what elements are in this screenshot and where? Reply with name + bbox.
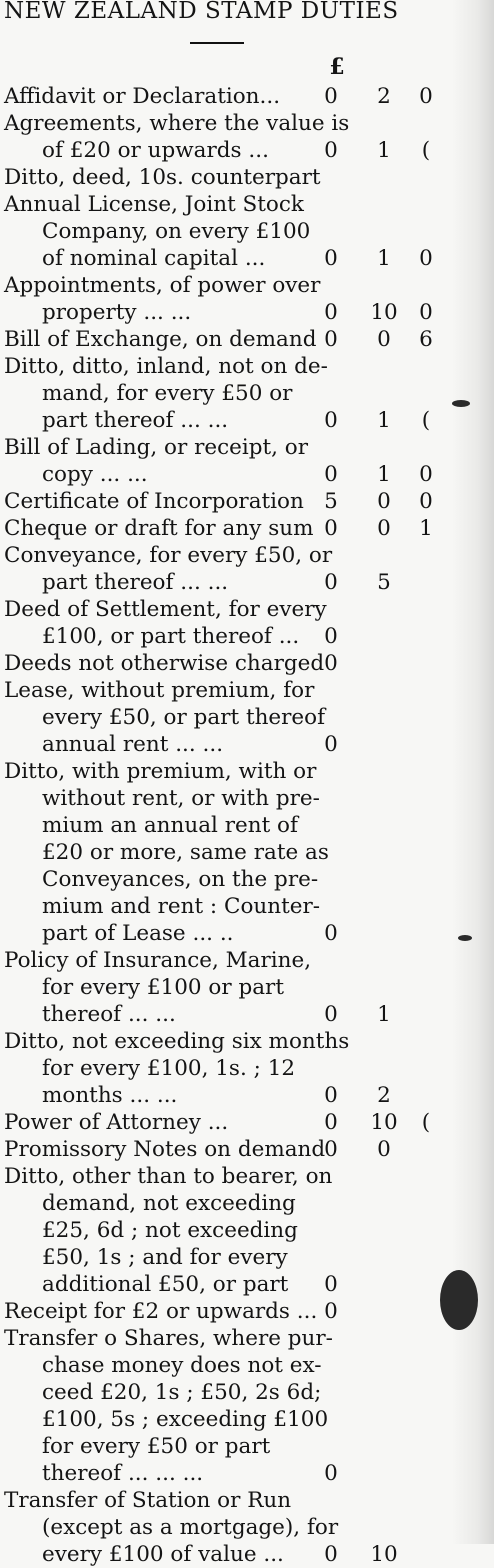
pounds-value: 0 xyxy=(324,327,338,352)
entry-continuation: for every £100, 1s. ; 12 xyxy=(42,1056,296,1081)
entry-label: Annual License, Joint Stock xyxy=(4,192,304,217)
entry-continuation: mium and rent : Counter- xyxy=(42,894,320,919)
pounds-value: 0 xyxy=(324,84,338,109)
entry-label: Conveyance, for every £50, or xyxy=(4,543,333,568)
entry-continuation: part thereof ... ... xyxy=(42,570,229,595)
entry-continuation: mand, for every £50 or xyxy=(42,381,293,406)
entry-continuation: chase money does not ex- xyxy=(42,1353,322,1378)
entry-label: Ditto, other than to bearer, on xyxy=(4,1164,333,1189)
shillings-value: 1 xyxy=(377,408,391,433)
pounds-value: 0 xyxy=(324,462,338,487)
pounds-value: 0 xyxy=(324,246,338,271)
title-rule xyxy=(190,42,244,44)
pounds-value: 0 xyxy=(324,1110,338,1135)
pounds-value: 0 xyxy=(324,570,338,595)
shillings-value: 1 xyxy=(377,462,391,487)
entry-continuation: £25, 6d ; not exceeding xyxy=(42,1218,298,1243)
pounds-value: 0 xyxy=(324,1461,338,1486)
pence-value: 0 xyxy=(419,300,433,325)
entry-label: Deeds not otherwise charged xyxy=(4,651,325,676)
entry-continuation: of nominal capital ... xyxy=(42,246,266,271)
entry-label: Ditto, not exceeding six months xyxy=(4,1029,350,1054)
entry-label: Receipt for £2 or upwards ... xyxy=(4,1299,318,1324)
entry-continuation: Company, on every £100 xyxy=(42,219,311,244)
pounds-value: 0 xyxy=(324,732,338,757)
entry-label: Cheque or draft for any sum xyxy=(4,516,314,541)
entry-continuation: thereof ... ... xyxy=(42,1002,176,1027)
ink-blot xyxy=(440,1270,478,1330)
entry-continuation: £100, or part thereof ... xyxy=(42,624,300,649)
shillings-value: 2 xyxy=(377,84,391,109)
pounds-value: 0 xyxy=(324,1137,338,1162)
page-title: NEW ZEALAND STAMP DUTIES xyxy=(4,0,399,24)
shillings-value: 0 xyxy=(377,489,391,514)
pounds-value: 0 xyxy=(324,1299,338,1324)
currency-header: £ xyxy=(329,54,345,80)
entry-continuation: demand, not exceeding xyxy=(42,1191,296,1216)
shillings-value: 1 xyxy=(377,246,391,271)
pounds-value: 0 xyxy=(324,138,338,163)
entry-continuation: of £20 or upwards ... xyxy=(42,138,269,163)
pence-value: ( xyxy=(421,138,431,163)
pounds-value: 5 xyxy=(324,489,338,514)
entry-continuation: £20 or more, same rate as xyxy=(42,840,329,865)
pence-value: 0 xyxy=(419,84,433,109)
entry-continuation: additional £50, or part xyxy=(42,1272,289,1297)
entry-continuation: £100, 5s ; exceeding £100 xyxy=(42,1407,329,1432)
pounds-value: 0 xyxy=(324,1002,338,1027)
pence-value: 0 xyxy=(419,462,433,487)
entry-continuation: (except as a mortgage), for xyxy=(42,1515,339,1540)
shillings-value: 5 xyxy=(377,570,391,595)
entry-continuation: copy ... ... xyxy=(42,462,148,487)
entry-continuation: months ... ... xyxy=(42,1083,178,1108)
entry-continuation: property ... ... xyxy=(42,300,192,325)
shillings-value: 10 xyxy=(370,1542,398,1567)
entry-label: Transfer of Station or Run xyxy=(4,1488,292,1513)
shillings-value: 10 xyxy=(370,300,398,325)
shillings-value: 1 xyxy=(377,138,391,163)
entry-label: Lease, without premium, for xyxy=(4,678,315,703)
entry-continuation: Conveyances, on the pre- xyxy=(42,867,319,892)
pounds-value: 0 xyxy=(324,1272,338,1297)
pence-value: ( xyxy=(421,408,431,433)
pounds-value: 0 xyxy=(324,651,338,676)
entry-label: Bill of Exchange, on demand xyxy=(4,327,317,352)
shillings-value: 0 xyxy=(377,1137,391,1162)
shillings-value: 1 xyxy=(377,1002,391,1027)
entry-continuation: ceed £20, 1s ; £50, 2s 6d; xyxy=(42,1380,322,1405)
entry-continuation: annual rent ... ... xyxy=(42,732,224,757)
entry-label: Deed of Settlement, for every xyxy=(4,597,327,622)
pounds-value: 0 xyxy=(324,1542,338,1567)
pounds-value: 0 xyxy=(324,921,338,946)
pence-value: ( xyxy=(421,1110,431,1135)
shillings-value: 0 xyxy=(377,516,391,541)
entry-continuation: mium an annual rent of xyxy=(42,813,298,838)
pounds-value: 0 xyxy=(324,300,338,325)
pence-value: 1 xyxy=(419,516,433,541)
ink-blot xyxy=(452,400,470,407)
entry-label: Appointments, of power over xyxy=(4,273,321,298)
entry-continuation: without rent, or with pre- xyxy=(42,786,320,811)
entry-continuation: thereof ... ... ... xyxy=(42,1461,204,1486)
pounds-value: 0 xyxy=(324,624,338,649)
entry-continuation: for every £100 or part xyxy=(42,975,284,1000)
entry-label: Policy of Insurance, Marine, xyxy=(4,948,312,973)
entry-label: Transfer o Shares, where pur- xyxy=(4,1326,333,1351)
shillings-value: 0 xyxy=(377,327,391,352)
ink-blot xyxy=(458,935,472,941)
pence-value: 6 xyxy=(419,327,433,352)
entry-label: Power of Attorney ... xyxy=(4,1110,229,1135)
pounds-value: 0 xyxy=(324,408,338,433)
shillings-value: 10 xyxy=(370,1110,398,1135)
entry-label: Agreements, where the value is xyxy=(4,111,350,136)
pence-value: 0 xyxy=(419,489,433,514)
entry-label: Ditto, with premium, with or xyxy=(4,759,317,784)
entry-continuation: for every £50 or part xyxy=(42,1434,271,1459)
entry-label: Affidavit or Declaration... xyxy=(4,84,281,109)
entry-label: Ditto, deed, 10s. counterpart xyxy=(4,165,321,190)
entry-continuation: every £50, or part thereof xyxy=(42,705,326,730)
entry-label: Ditto, ditto, inland, not on de- xyxy=(4,354,328,379)
pence-value: 0 xyxy=(419,246,433,271)
entry-label: Bill of Lading, or receipt, or xyxy=(4,435,309,460)
entry-continuation: every £100 of value ... xyxy=(42,1542,284,1567)
shillings-value: 2 xyxy=(377,1083,391,1108)
entry-continuation: part thereof ... ... xyxy=(42,408,229,433)
entry-continuation: £50, 1s ; and for every xyxy=(42,1245,288,1270)
entry-continuation: part of Lease ... .. xyxy=(42,921,234,946)
pounds-value: 0 xyxy=(324,1083,338,1108)
entry-label: Promissory Notes on demand xyxy=(4,1137,326,1162)
pounds-value: 0 xyxy=(324,516,338,541)
entry-label: Certificate of Incorporation xyxy=(4,489,304,514)
